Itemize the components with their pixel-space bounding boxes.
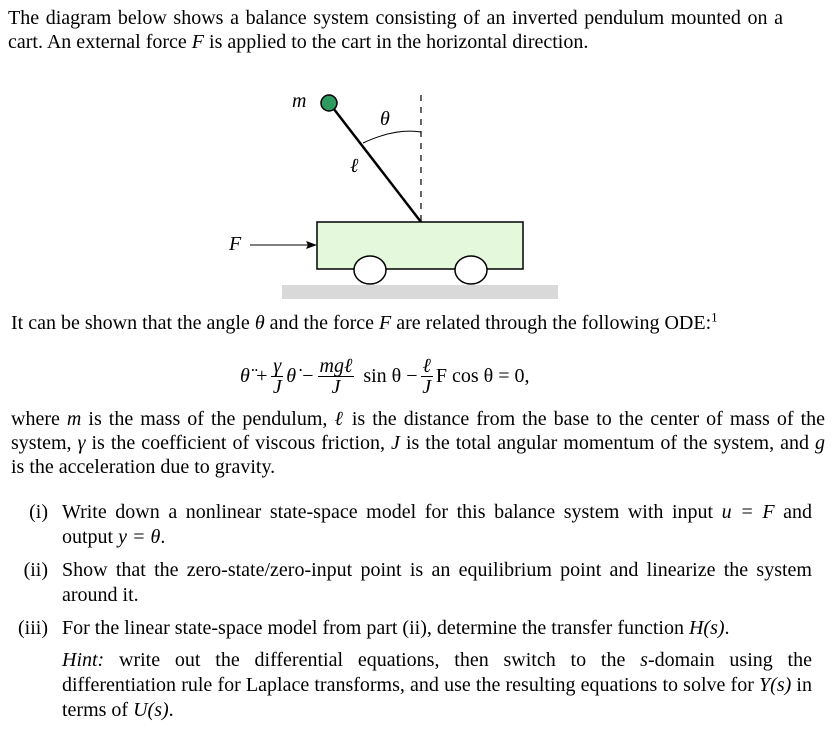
item-iii-text: [62, 616, 812, 723]
item-i-label: (i): [29, 501, 48, 523]
footnote-marker: 1: [711, 309, 718, 325]
sym-gamma: γ: [77, 432, 86, 454]
ode-intro-text-c: are related through the following ODE:: [391, 312, 712, 334]
item-i-text-a: Write down a nonlinear state-space model for this balance system with input: [62, 501, 722, 523]
sym-l: ℓ: [334, 408, 345, 430]
pendulum-rod: [330, 104, 421, 222]
eq-frac2-den: J: [331, 375, 341, 398]
where-text-a: where: [11, 408, 67, 430]
hint-y: Y(s): [759, 674, 792, 696]
item-i-text-c: .: [160, 526, 166, 548]
hint-label: Hint:: [62, 649, 105, 671]
item-iii-label: (iii): [18, 617, 48, 639]
ode-intro-text-a: It can be shown that the angle: [11, 312, 255, 334]
item-ii-label: (ii): [23, 559, 48, 581]
hint-s: s: [640, 649, 648, 671]
item-iii-math-h: H(s): [688, 617, 725, 639]
where-text-b: is the mass of the pendulum,: [81, 408, 335, 430]
where-paragraph: [11, 407, 825, 479]
eq-frac1-den: J: [272, 375, 282, 398]
angle-arc: [363, 131, 421, 143]
pendulum-mass: [321, 95, 337, 111]
where-text-c: is the distance from the base to the center of mass of the system,: [11, 408, 826, 454]
eq-term-1: θ̈ +: [240, 364, 269, 387]
angle-label: θ: [380, 108, 390, 130]
eq-frac-mgl-j: [318, 356, 355, 397]
item-i-text: [62, 500, 812, 550]
eq-frac3-num: ℓ: [422, 354, 431, 377]
theta-symbol: θ: [254, 312, 265, 334]
eq-frac-l-j: [421, 356, 433, 397]
length-label: ℓ: [350, 155, 359, 177]
eq-term-2: θ̇ −: [286, 364, 315, 387]
hint-text-a: write out the differential equations, then switch to the: [104, 649, 641, 671]
sym-j: J: [391, 432, 400, 454]
hint-text-c: in terms of: [62, 674, 812, 721]
eq-frac1-num: γ: [273, 354, 282, 377]
where-text-e: is the total angular momentum of the system, and: [399, 432, 816, 454]
hint-text-d: .: [168, 699, 174, 721]
ground: [282, 285, 558, 299]
item-i-math-y: y = θ: [118, 526, 161, 548]
item-iii-text-a: For the linear state-space model from part (ii), determine the transfer function: [62, 617, 689, 639]
intro-text-a: The diagram below shows a balance system consisting of an inverted pendulum mounted on a cart. An external force: [8, 7, 783, 53]
ode-equation: [240, 352, 530, 400]
force-label: F: [229, 233, 242, 255]
ode-intro-text-b: and the force: [264, 312, 380, 334]
ode-intro-paragraph: [11, 311, 825, 335]
intro-text-b: is applied to the cart in the horizontal direction.: [204, 31, 589, 53]
eq-frac2-num: mgℓ: [319, 354, 353, 377]
cart-wheel-right: [455, 256, 487, 284]
eq-frac3-den: J: [422, 375, 432, 398]
cart-body: [317, 222, 523, 269]
hint-text-b: -domain using the differentiation rule for Laplace transforms, and use the resulting equations to solve for: [62, 649, 812, 696]
hint-u: U(s): [133, 699, 169, 721]
hint-paragraph: [62, 648, 812, 723]
item-i-text-b: and output: [62, 501, 812, 548]
item-i-math-u: u = F: [721, 501, 775, 523]
eq-term-4: F cos θ = 0,: [435, 364, 530, 387]
cart-wheel-left: [354, 256, 386, 284]
sym-g: g: [815, 432, 826, 454]
where-text-f: is the acceleration due to gravity.: [11, 456, 276, 478]
force-symbol: F: [191, 31, 205, 53]
pendulum-cart-diagram: [0, 0, 832, 310]
sym-m: m: [66, 408, 82, 430]
eq-frac-gamma-j: [271, 356, 283, 397]
item-iii-text-b: .: [724, 617, 730, 639]
item-ii-text: Show that the zero-state/zero-input point is an equilibrium point and linearize the system around it.: [62, 559, 812, 606]
mass-label: m: [292, 90, 307, 112]
eq-term-3: sin θ −: [363, 364, 418, 387]
where-text-d: is the coefficient of viscous friction,: [85, 432, 392, 454]
force-symbol-2: F: [379, 312, 392, 334]
